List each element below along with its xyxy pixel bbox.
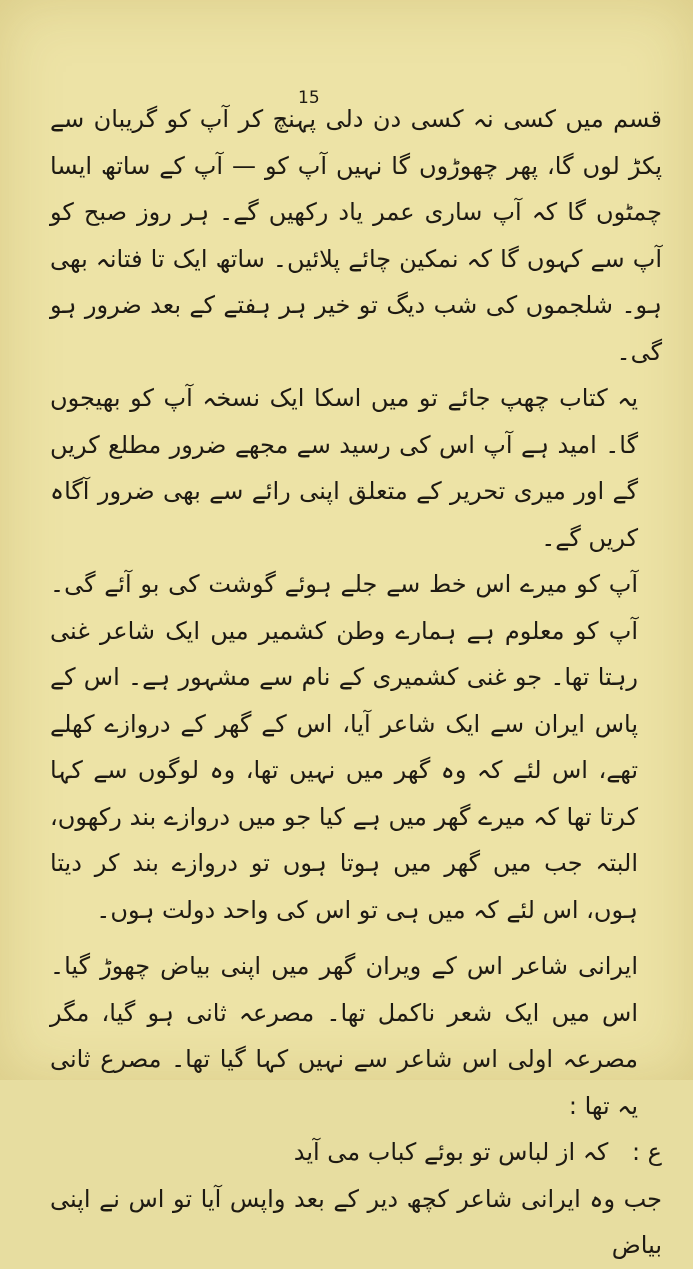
body-text (50, 96, 662, 1269)
paragraph-1: قسم میں کسی نہ کسی دن دلی پہنچ کر آپ کو گریبان سے پکڑ لوں گا، پھر چھوڑوں گا نہیں آپ کو — آپ کے ساتھ ایسا چمٹوں گا کہ آپ ساری عمر یاد رکھیں گے۔ ہر روز صبح کو آپ سے کہوں گا کہ نمکین چائے پلائیں۔ ساتھ ایک تا فتانہ بھی ہو۔ شلجموں کی شب دیگ تو خیر ہر ہفتے کے بعد ضرور ہو گی۔ (50, 105, 662, 366)
verse-line (50, 1129, 662, 1176)
page-number: 15 (298, 88, 320, 108)
paragraph-3: آپ کو میرے اس خط سے جلے ہوئے گوشت کی بو آئے گی۔ آپ کو معلوم ہے ہمارے وطن کشمیر میں ایک شاعر غنی رہتا تھا۔ جو غنی کشمیری کے نام سے مشہور ہے۔ اس کے پاس ایران سے ایک شاعر آیا، اس کے گھر کے دروازے کھلے تھے، اس لئے کہ وہ گھر میں نہیں تھا، وہ لوگوں سے کہا کرتا تھا کہ میرے گھر میں ہے کیا جو میں دروازے بند رکھوں، البتہ جب میں گھر میں ہوتا ہوں تو دروازے بند کر دیتا ہوں، اس لئے کہ میں ہی تو اس کی واحد دولت ہوں۔ (50, 570, 638, 924)
verse-mark: ع : (631, 1138, 662, 1166)
verse-text: کہ از لباس تو بوئے کباب می آید (293, 1138, 609, 1166)
paragraph-2: یہ کتاب چھپ جائے تو میں اسکا ایک نسخہ آپ کو بھیجوں گا۔ امید ہے آپ اس کی رسید سے مجھے ضرور مطلع کریں گے اور میری تحریر کے متعلق اپنی رائے سے بھی ضرور آگاہ کریں گے۔ (50, 384, 638, 552)
paragraph-4: ایرانی شاعر اس کے ویران گھر میں اپنی بیاض چھوڑ گیا۔ اس میں ایک شعر ناکمل تھا۔ مصرعہ ثانی ہو گیا، مگر مصرعہ اولی اس شاعر سے نہیں کہا گیا تھا۔ مصرع ثانی یہ تھا : (50, 952, 638, 1120)
final-line: جب وہ ایرانی شاعر کچھ دیر کے بعد واپس آیا تو اس نے اپنی بیاض (50, 1184, 662, 1259)
